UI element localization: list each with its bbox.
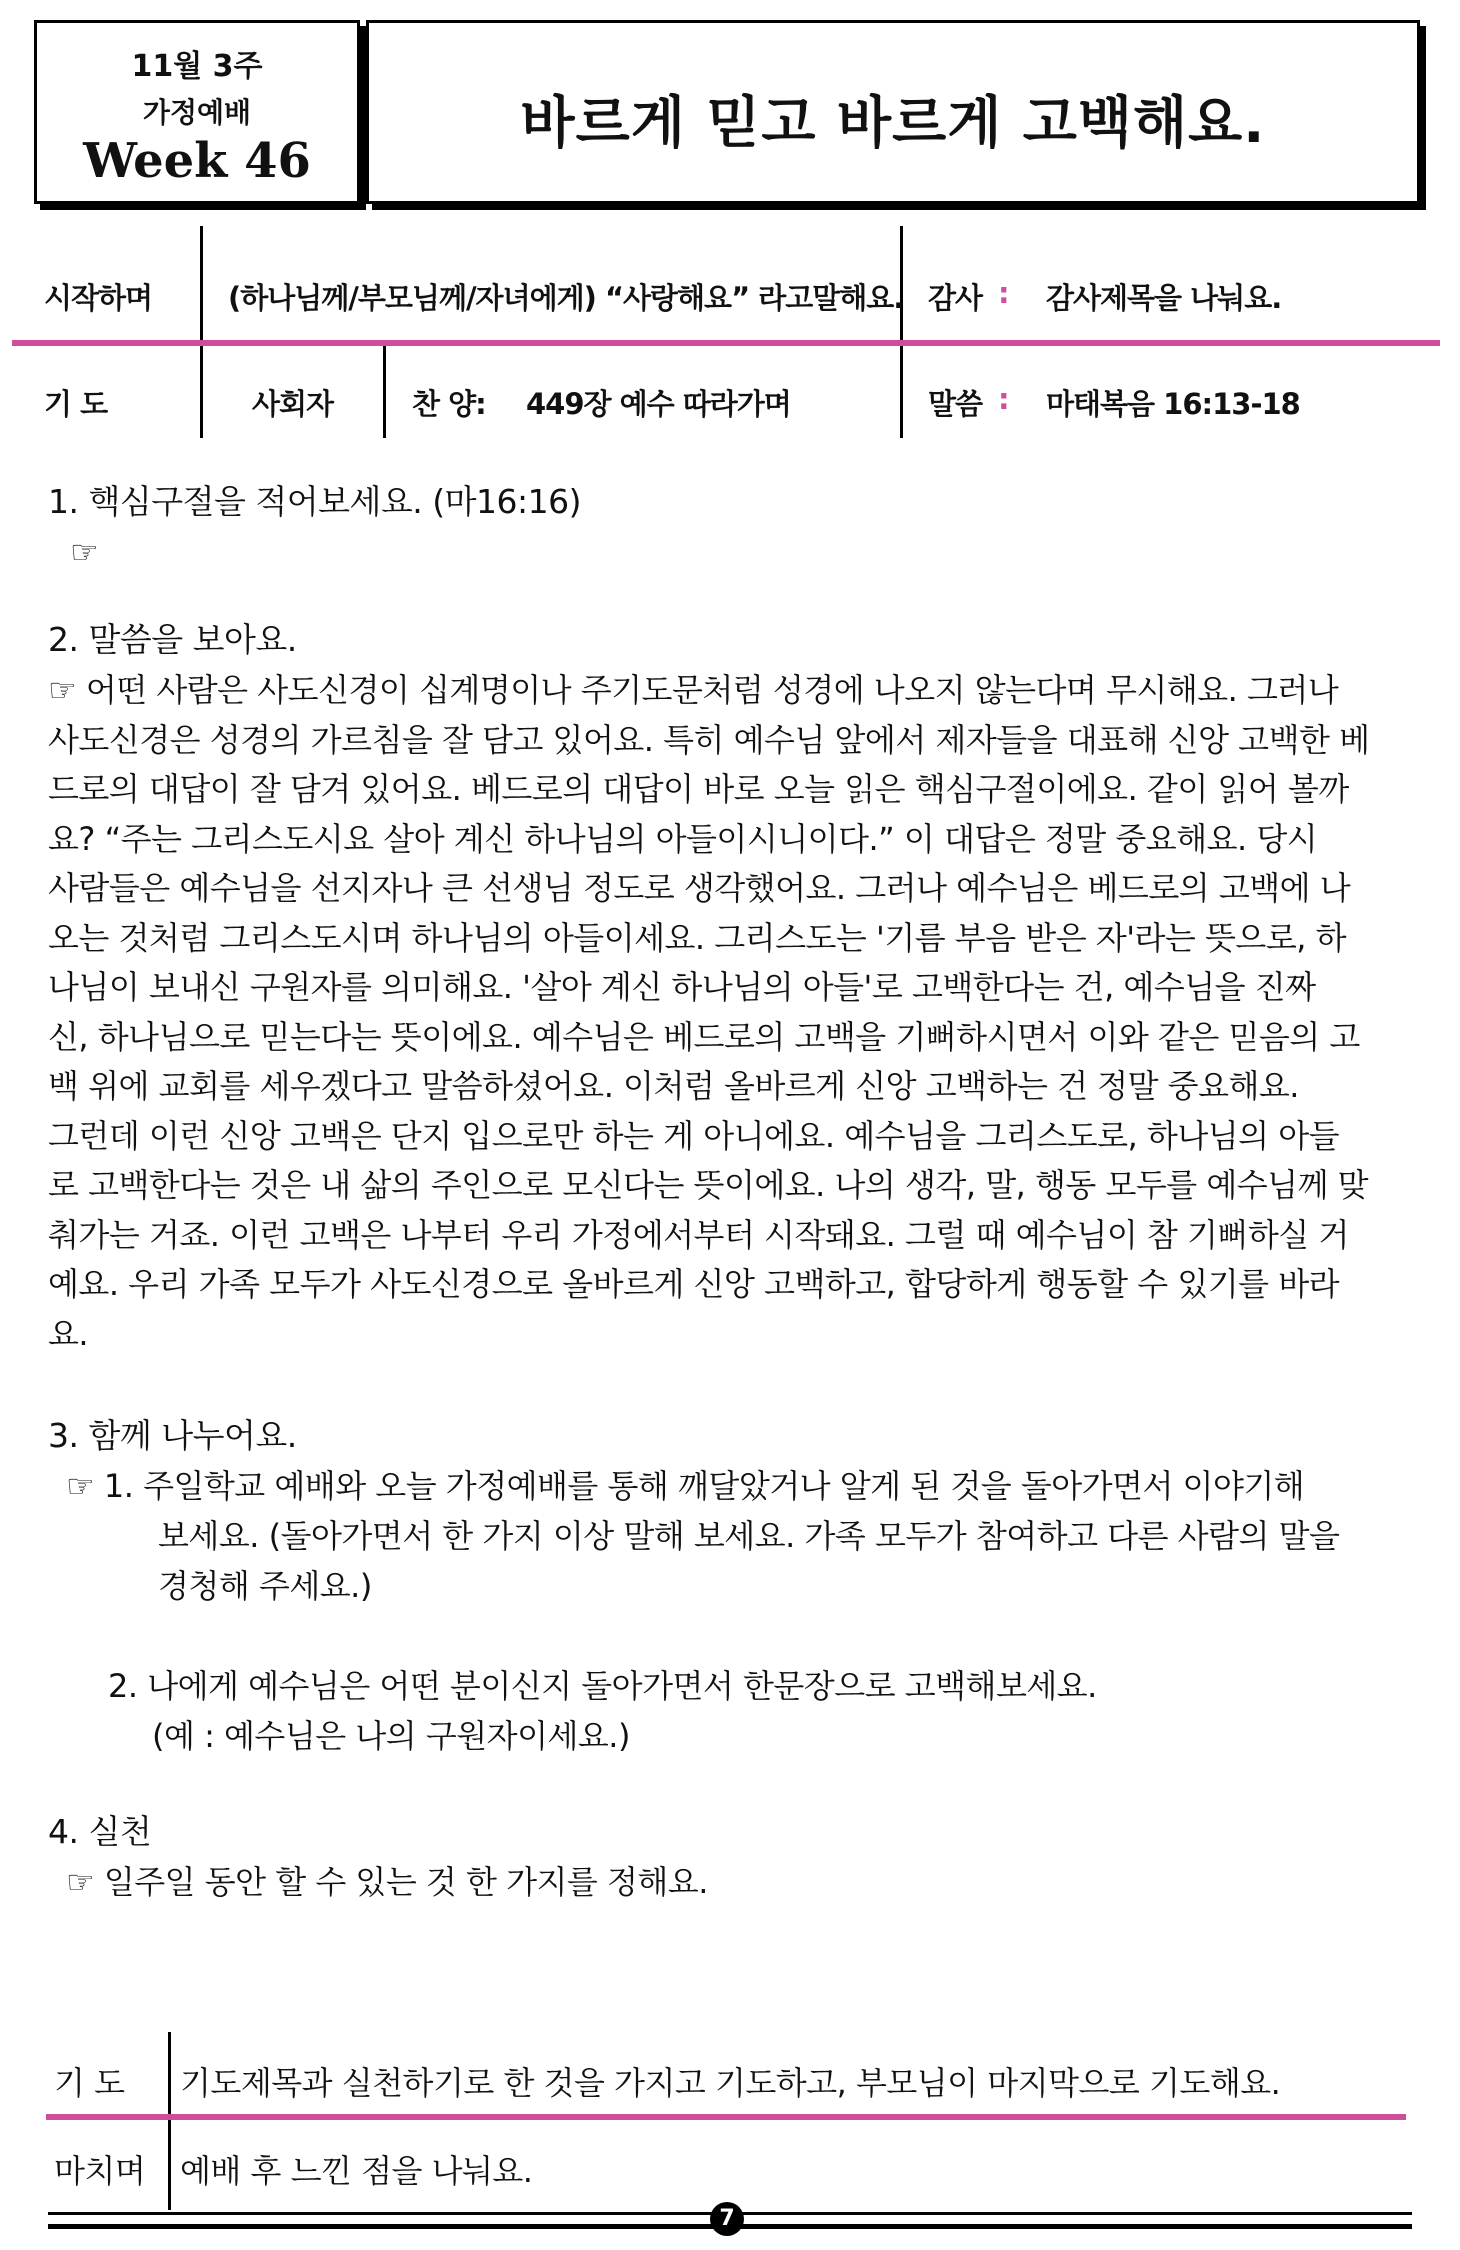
practice-line: ☞ 일주일 동안 할 수 있는 것 한 가지를 정해요. (66, 1863, 708, 1901)
divider (200, 226, 203, 438)
week-box (34, 20, 360, 204)
section4-heading: 4. 실천 (48, 1812, 152, 1851)
question-2-line: (예 : 예수님은 나의 구원자이세요.) (152, 1717, 630, 1755)
thanks-colon: : (998, 276, 1009, 310)
paragraph-line: 드로의 대답이 잘 담겨 있어요. 베드로의 대답이 바로 오늘 읽은 핵심구절이에요. 같이 읽어 볼까 (48, 770, 1349, 808)
question-2-line: 2. 나에게 예수님은 어떤 분이신지 돌아가면서 한문장으로 고백해보세요. (108, 1667, 1097, 1705)
paragraph-line: 예요. 우리 가족 모두가 사도신경으로 올바르게 신앙 고백하고, 합당하게 행동할 수 있기를 바라 (48, 1265, 1340, 1303)
pink-rule (46, 2114, 1406, 2120)
paragraph-line: 나님이 보내신 구원자를 의미해요. '살아 계신 하나님의 아들'로 고백한다는 건, 예수님을 진짜 (48, 968, 1316, 1006)
paragraph-line: 요. (48, 1314, 89, 1353)
week-number: Week 46 (83, 133, 311, 189)
hymn-text: 449장 예수 따라가며 (526, 387, 791, 421)
paragraph-line: 사도신경은 성경의 가르침을 잘 담고 있어요. 특히 예수님 앞에서 제자들을 대표해 신앙 고백한 베 (48, 720, 1370, 759)
week-date: 11월 3주 (131, 49, 263, 84)
word-colon: : (998, 382, 1009, 416)
pointing-hand-icon: ☞ (70, 533, 99, 571)
paragraph-line: 사람들은 예수님을 선지자나 큰 선생님 정도로 생각했어요. 그러나 예수님은 베드로의 고백에 나 (48, 869, 1351, 907)
word-label: 말씀 (928, 387, 983, 421)
paragraph-line: ☞ 어떤 사람은 사도신경이 십계명이나 주기도문처럼 성경에 나오지 않는다며 무시해요. 그러나 (48, 671, 1339, 709)
question-1-line: 보세요. (돌아가면서 한 가지 이상 말해 보세요. 가족 모두가 참여하고 다른 사람의 말을 (158, 1517, 1340, 1555)
word-text: 마태복음 16:13-18 (1046, 387, 1300, 421)
paragraph-line: 신, 하나님으로 믿는다는 뜻이에요. 예수님은 베드로의 고백을 기뻐하시면서 이와 같은 믿음의 고 (48, 1017, 1360, 1056)
title-box (366, 20, 1420, 204)
paragraph-line: 춰가는 거죠. 이런 고백은 나부터 우리 가정에서부터 시작돼요. 그럴 때 예수님이 참 기뻐하실 거 (48, 1215, 1349, 1254)
paragraph-line: 그런데 이런 신앙 고백은 단지 입으로만 하는 게 아니에요. 예수님을 그리스도로, 하나님의 아들 (48, 1116, 1340, 1155)
divider (383, 340, 386, 438)
question-1-line: 경청해 주세요.) (158, 1567, 372, 1605)
divider (900, 226, 903, 438)
question-1-line: ☞ 1. 주일학교 예배와 오늘 가정예배를 통해 깨달았거나 알게 된 것을 돌아가면서 이야기해 (66, 1467, 1305, 1505)
footer-closing-label: 마치며 (54, 2152, 146, 2190)
section3-heading: 3. 함께 나누어요. (48, 1416, 297, 1455)
footer-prayer-label: 기 도 (54, 2064, 125, 2102)
leader-label: 사회자 (252, 387, 334, 421)
page-title: 바르게 믿고 바르게 고백해요. (520, 91, 1266, 156)
section1-heading: 1. 핵심구절을 적어보세요. (마16:16) (48, 482, 581, 521)
paragraph-line: 백 위에 교회를 세우겠다고 말씀하셨어요. 이처럼 올바르게 신앙 고백하는 건 정말 중요해요. (48, 1067, 1299, 1105)
thanks-text: 감사제목을 나눠요. (1046, 281, 1282, 315)
paragraph-line: 오는 것처럼 그리스도시며 하나님의 아들이세요. 그리스도는 '기름 부음 받은 자'라는 뜻으로, 하 (48, 918, 1346, 957)
start-label: 시작하며 (44, 281, 153, 315)
footer-closing-text: 예배 후 느낀 점을 나눠요. (180, 2152, 533, 2190)
hymn-label: 찬 양: (412, 387, 486, 421)
pink-rule (12, 340, 1440, 346)
paragraph-line: 요? “주는 그리스도시요 살아 계신 하나님의 아들이시니이다.” 이 대답은 정말 중요해요. 당시 (48, 819, 1318, 858)
page-number: 7 (710, 2202, 744, 2236)
section2-heading: 2. 말씀을 보아요. (48, 620, 297, 659)
prayer-label: 기 도 (44, 387, 108, 421)
start-text: (하나님께/부모님께/자녀에게) “사랑해요” 라고말해요. (228, 281, 904, 315)
divider (168, 2032, 171, 2210)
footer-prayer-text: 기도제목과 실천하기로 한 것을 가지고 기도하고, 부모님이 마지막으로 기도해요. (180, 2064, 1281, 2102)
paragraph-line: 로 고백한다는 것은 내 삶의 주인으로 모신다는 뜻이에요. 나의 생각, 말, 행동 모두를 예수님께 맞 (48, 1166, 1369, 1204)
thanks-label: 감사 (928, 281, 983, 315)
week-category: 가정예배 (142, 96, 252, 129)
